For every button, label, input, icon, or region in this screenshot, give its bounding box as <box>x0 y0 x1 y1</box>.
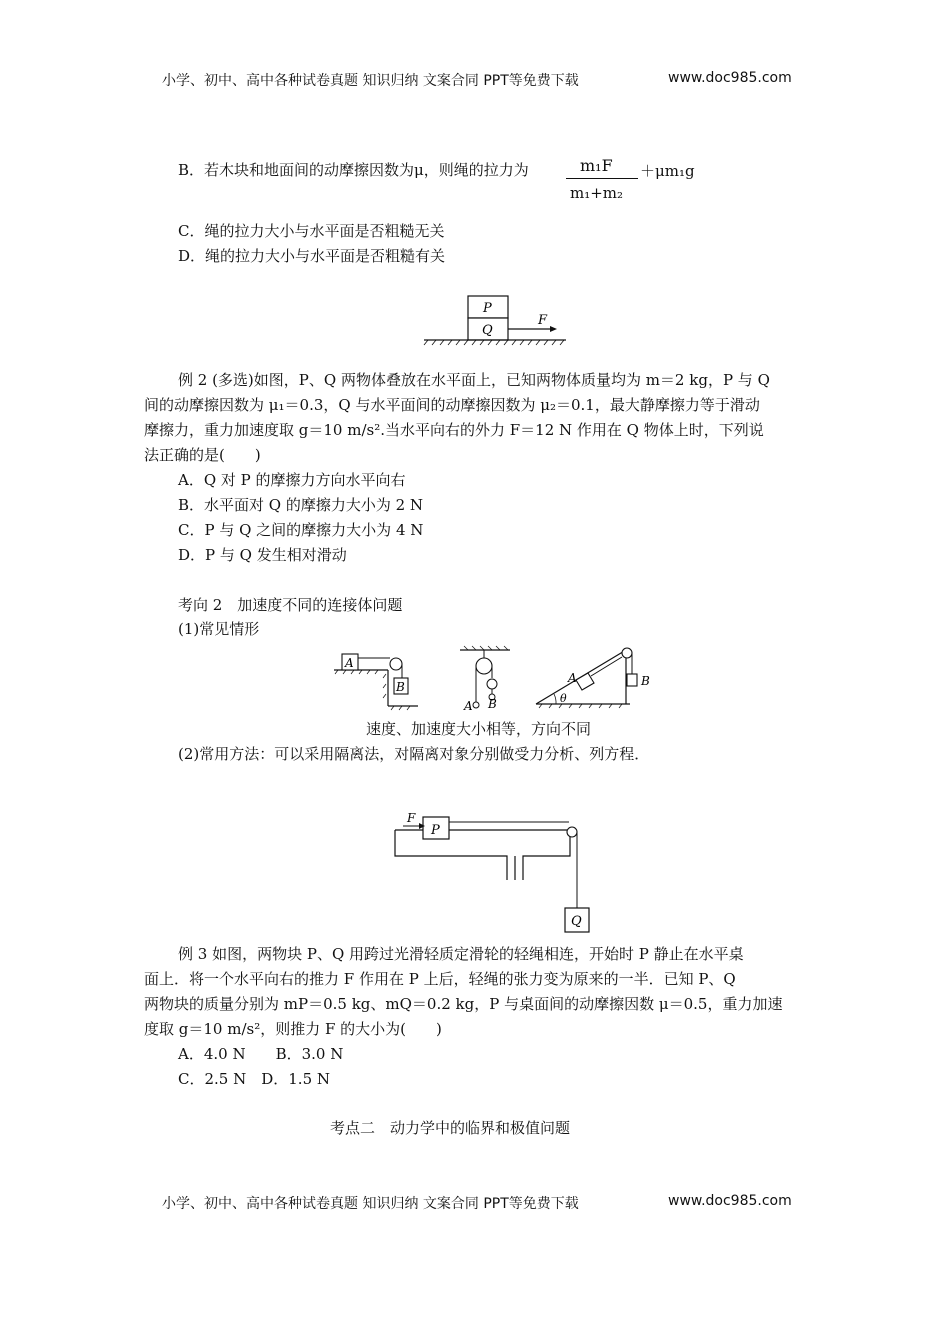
figure-table-pulley <box>395 812 595 936</box>
ex3-line2: 面上．将一个水平向右的推力 F 作用在 P 上后，轻绳的张力变为原来的一半．已知 P、Q <box>144 970 736 988</box>
ex2-option-b: B．水平面对 Q 的摩擦力大小为 2 N <box>178 496 424 514</box>
ex3-line3: 两物块的质量分别为 mP＝0.5 kg、mQ＝0.2 kg，P 与桌面间的动摩擦因数 μ＝0.5，重力加速 <box>144 995 783 1013</box>
section-sub2: (2)常用方法：可以采用隔离法，对隔离对象分别做受力分析、列方程． <box>178 745 650 763</box>
fraction-bar <box>566 178 638 179</box>
section-title: 考向 2 加速度不同的连接体问题 <box>178 596 403 614</box>
ex2-option-d: D．P 与 Q 发生相对滑动 <box>178 546 347 564</box>
figure-caption: 速度、加速度大小相等，方向不同 <box>366 720 592 738</box>
ex2-option-c: C．P 与 Q 之间的摩擦力大小为 4 N <box>178 521 424 539</box>
d2-label-a: A <box>464 699 473 713</box>
ex3-options-ab: A．4.0 N B．3.0 N <box>178 1045 344 1063</box>
header-url[interactable]: www.doc985.com <box>668 70 792 86</box>
ex2-line4: 法正确的是( ) <box>144 446 261 464</box>
ex3-options-cd: C．2.5 N D．1.5 N <box>178 1070 330 1088</box>
ex2-line2: 间的动摩擦因数为 μ₁＝0.3，Q 与水平面间的动摩擦因数为 μ₂＝0.1，最大静摩擦力等于滑动 <box>144 396 760 414</box>
label-f: F <box>407 811 416 825</box>
d2-label-b: B <box>488 697 497 711</box>
option-b-tail: ＋μm₁g <box>640 162 695 180</box>
d1-label-a: A <box>345 656 354 670</box>
ground-hatch <box>424 340 564 345</box>
footer-left: 小学、初中、高中各种试卷真题 知识归纳 文案合同 PPT等免费下载 <box>162 1196 579 1212</box>
label-f: F <box>538 313 548 328</box>
diagram-hanging-pulley <box>460 646 510 713</box>
ex2-line1: 例 2 (多选)如图，P、Q 两物体叠放在水平面上，已知两物体质量均为 m＝2 kg，P 与 Q <box>178 371 770 389</box>
section-heading: 考点二 动力学中的临界和极值问题 <box>330 1119 571 1137</box>
arrow-head <box>550 326 557 332</box>
ex2-option-a: A．Q 对 P 的摩擦力方向水平向右 <box>178 471 406 489</box>
d3-label-theta: θ <box>560 692 567 705</box>
figure-connected-bodies <box>330 644 660 712</box>
ex3-line4: 度取 g＝10 m/s²，则推力 F 的大小为( ) <box>144 1020 442 1038</box>
header-left: 小学、初中、高中各种试卷真题 知识归纳 文案合同 PPT等免费下载 <box>162 73 579 89</box>
label-p: P <box>431 823 440 838</box>
d1-label-b: B <box>396 680 405 694</box>
d3-label-b: B <box>641 674 650 688</box>
ex3-line1: 例 3 如图，两物块 P、Q 用跨过光滑轻质定滑轮的轻绳相连，开始时 P 静止在水平桌 <box>178 945 744 963</box>
section-sub1: (1)常见情形 <box>178 620 260 638</box>
d3-label-a: A <box>568 671 577 685</box>
option-d: D．绳的拉力大小与水平面是否粗糙有关 <box>178 247 446 265</box>
option-b: B．若木块和地面间的动摩擦因数为μ，则绳的拉力为 <box>178 161 529 179</box>
ex2-line3: 摩擦力，重力加速度取 g＝10 m/s².当水平向右的外力 F＝12 N 作用在 Q 物体上时，下列说 <box>144 421 764 439</box>
diagram-incline-pulley <box>536 648 650 708</box>
label-q: Q <box>482 323 493 338</box>
option-c: C．绳的拉力大小与水平面是否粗糙无关 <box>178 222 445 240</box>
footer-url[interactable]: www.doc985.com <box>668 1193 792 1209</box>
fraction-denominator: m₁+m₂ <box>570 184 624 202</box>
label-p: P <box>483 301 492 316</box>
label-q: Q <box>571 914 582 929</box>
diagram-table-pulley <box>334 654 418 710</box>
figure-stacked-blocks <box>420 290 570 346</box>
pulley <box>567 827 577 837</box>
fraction-numerator: m₁F <box>580 156 613 175</box>
